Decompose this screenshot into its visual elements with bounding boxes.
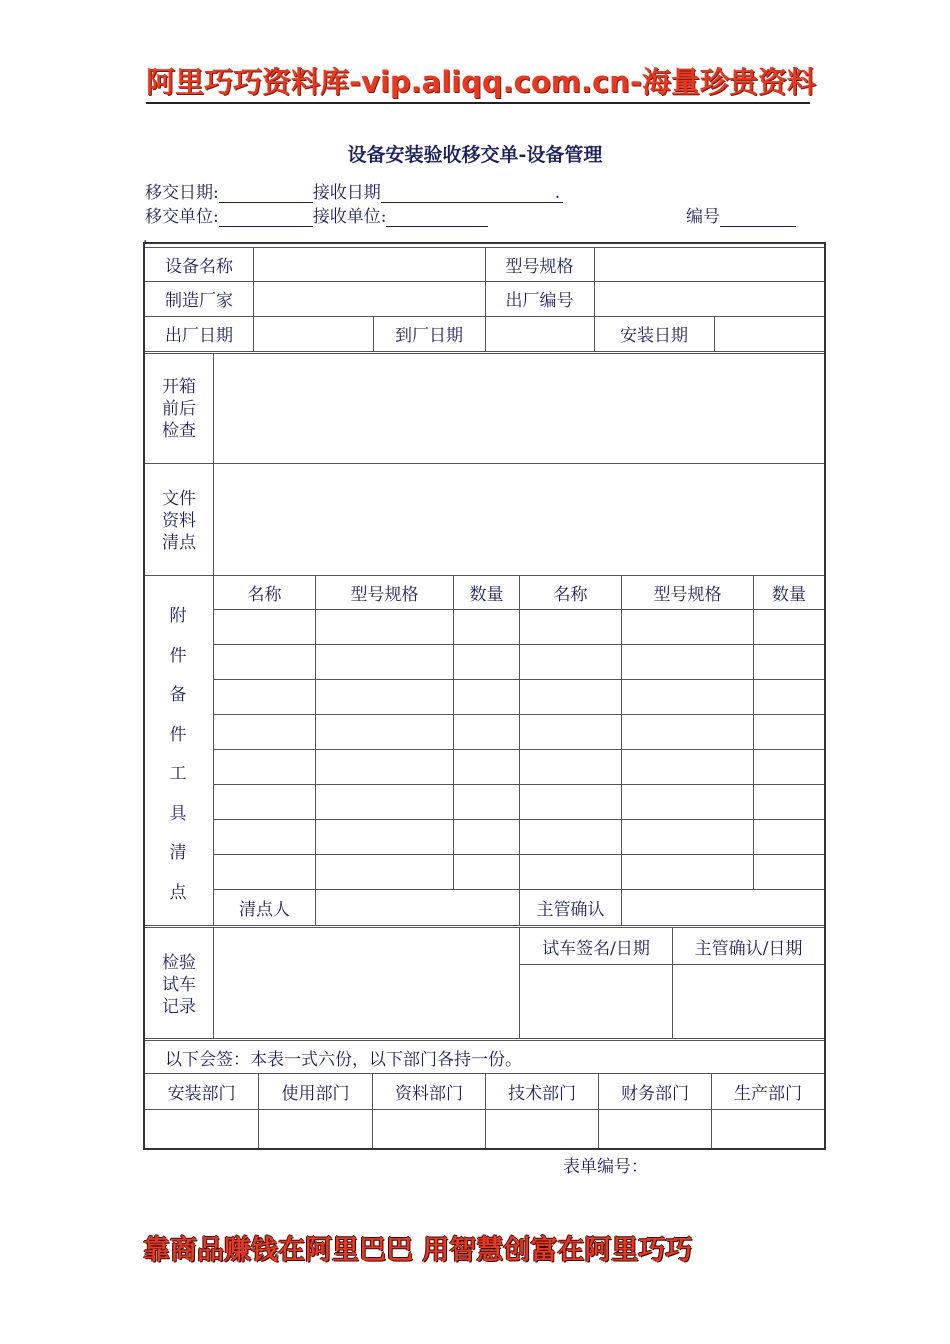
dept-finance: 财务部门 [621, 1084, 689, 1104]
manufacturer-field[interactable] [254, 281, 485, 316]
device-name-field[interactable] [254, 247, 485, 281]
install-date-label: 安装日期 [620, 326, 688, 346]
acc-header-model-2: 型号规格 [653, 585, 722, 605]
number-label: 编号 [686, 207, 720, 227]
factory-no-field[interactable] [595, 281, 824, 316]
dept-production: 生产部门 [734, 1084, 802, 1104]
receive-unit-field[interactable] [386, 208, 488, 227]
factory-no-label: 出厂编号 [505, 291, 574, 311]
manufacturer-label: 制造厂家 [165, 291, 233, 311]
number-line [686, 202, 796, 227]
dept-use: 使用部门 [281, 1084, 350, 1104]
transfer-unit-label: 移交单位: [145, 207, 219, 227]
receive-date-suffix: . [554, 183, 561, 203]
bottom-banner: 靠商品赚钱在阿里巴巴 用智慧创富在阿里巧巧 [143, 1235, 693, 1266]
form-number-label: 表单编号： [563, 1157, 648, 1177]
supervisor-sign-label: 主管确认/日期 [694, 938, 803, 959]
factory-date-label: 出厂日期 [165, 326, 233, 346]
dept-tech: 技术部门 [508, 1084, 576, 1104]
doc-check-label: 文件 资料 清点 [162, 489, 196, 553]
supervisor-confirm-label: 主管确认 [536, 900, 605, 920]
cosign-note: 以下会签：本表一式六份，以下部门各持一份。 [165, 1049, 522, 1070]
acc-header-name-1: 名称 [247, 585, 282, 605]
dept-install: 安装部门 [167, 1084, 236, 1104]
acc-header-model-1: 型号规格 [350, 585, 419, 605]
receive-date-field[interactable] [381, 184, 563, 203]
number-field[interactable] [720, 208, 796, 227]
test-record-label: 检验 试车 记录 [162, 953, 196, 1017]
factory-date-field[interactable] [254, 316, 373, 351]
accessory-check-label: 附 件 备 件 工 具 清 点 [169, 606, 187, 903]
install-date-field[interactable] [715, 316, 824, 351]
acc-header-name-2: 名称 [553, 585, 588, 605]
transfer-unit-line [145, 202, 488, 227]
acc-header-qty-1: 数量 [469, 585, 504, 605]
test-sign-label: 试车签名/日期 [542, 938, 650, 959]
model-spec-label: 型号规格 [505, 256, 574, 277]
page-title: 设备安装验收移交单-设备管理 [347, 144, 603, 166]
unpack-check-label: 开箱 前后 检查 [162, 377, 196, 441]
test-sign-field[interactable] [520, 965, 672, 1038]
dept-docs: 资料部门 [395, 1084, 463, 1104]
device-name-label: 设备名称 [165, 256, 233, 277]
model-spec-field[interactable] [595, 247, 824, 281]
transfer-date-label: 移交日期: [145, 183, 219, 203]
receive-unit-label: 接收单位: [312, 207, 387, 227]
transfer-unit-field[interactable] [219, 208, 313, 227]
transfer-date-line [145, 178, 568, 203]
top-banner: 阿里巧巧资料库-vip.aliqq.com.cn-海量珍贵资料 [146, 62, 810, 104]
doc-check-field[interactable] [214, 464, 824, 575]
arrival-date-field[interactable] [486, 316, 594, 351]
counter-label: 清点人 [239, 900, 290, 920]
transfer-date-field[interactable] [219, 184, 313, 203]
supervisor-sign-field[interactable] [673, 965, 824, 1038]
stray-dot: . [143, 230, 148, 246]
acc-header-qty-2: 数量 [772, 585, 806, 605]
counter-field[interactable] [316, 890, 519, 925]
unpack-check-field[interactable] [214, 354, 824, 463]
test-record-field[interactable] [214, 928, 519, 1038]
supervisor-confirm-field[interactable] [622, 890, 824, 925]
receive-date-label: 接收日期 [312, 183, 381, 203]
arrival-date-label: 到厂日期 [395, 326, 463, 346]
